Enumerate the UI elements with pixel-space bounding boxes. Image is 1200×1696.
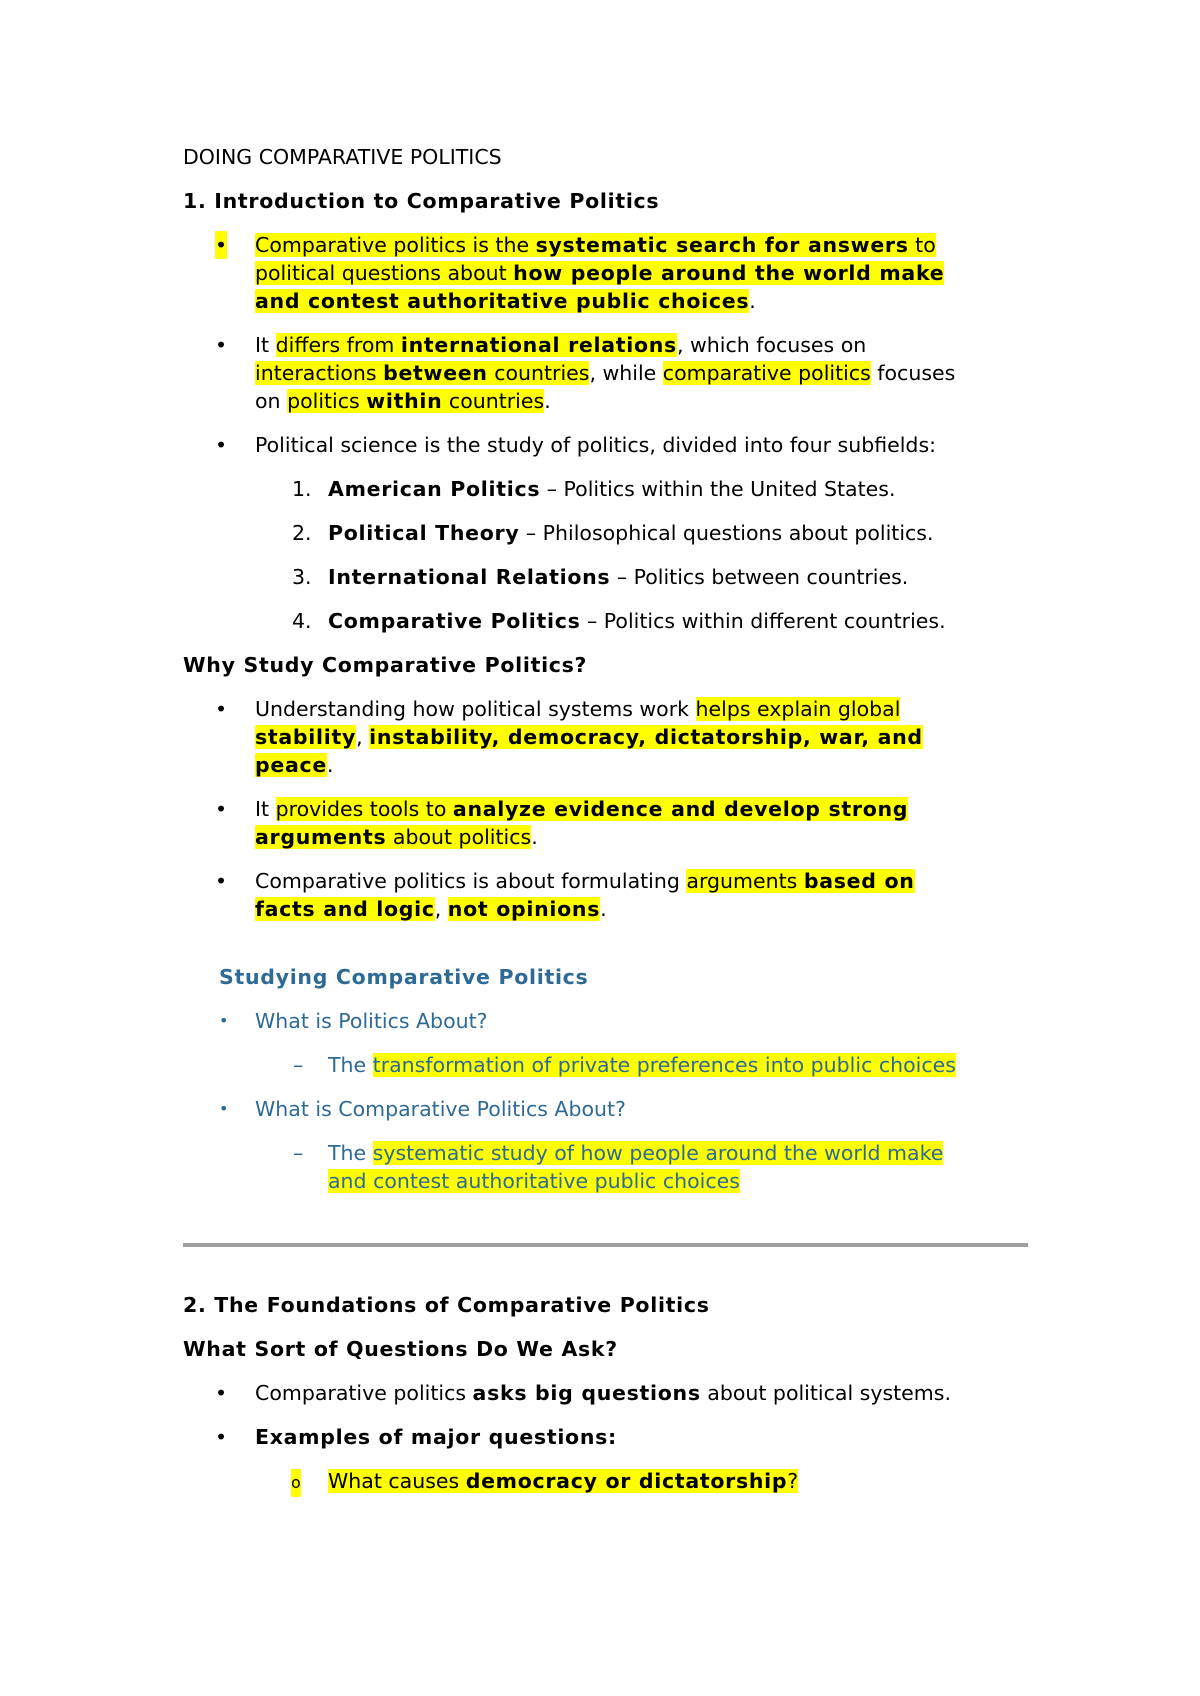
bullet-icon: • bbox=[215, 233, 228, 257]
bullet-icon: • bbox=[215, 333, 228, 357]
small-bullet-icon: • bbox=[219, 1099, 229, 1118]
why-heading: Why Study Comparative Politics? bbox=[183, 653, 588, 677]
bullet-icon: • bbox=[215, 869, 228, 893]
subfield-item: 1. American Politics – Politics within the United States. bbox=[292, 477, 896, 501]
document-title: DOING COMPARATIVE POLITICS bbox=[183, 145, 502, 169]
section2-subheading: What Sort of Questions Do We Ask? bbox=[183, 1337, 618, 1361]
subfield-item: 3. International Relations – Politics between countries. bbox=[292, 565, 909, 589]
answer-item: – The transformation of private preferences into public choices bbox=[293, 1053, 956, 1077]
dash-icon: – bbox=[293, 1141, 304, 1165]
small-bullet-icon: • bbox=[219, 1011, 229, 1030]
dash-icon: – bbox=[293, 1053, 304, 1077]
bullet-icon: • bbox=[215, 697, 228, 721]
subfield-item: 2. Political Theory – Philosophical questions about politics. bbox=[292, 521, 934, 545]
question-item: • What is Comparative Politics About? bbox=[219, 1097, 626, 1121]
list-item: • Understanding how political systems work helps explain global stability, instability, democracy, dictatorship, war, and peace. bbox=[215, 697, 923, 777]
list-item: • Comparative politics asks big questions about political systems. bbox=[215, 1381, 951, 1405]
answer-item: – The systematic study of how people around the world make and contest authoritative public choices bbox=[293, 1141, 944, 1193]
studying-heading: Studying Comparative Politics bbox=[219, 965, 589, 989]
question-item: • What is Politics About? bbox=[219, 1009, 488, 1033]
section1-heading: 1. Introduction to Comparative Politics bbox=[183, 189, 660, 213]
subfield-item: 4. Comparative Politics – Politics within different countries. bbox=[292, 609, 946, 633]
bullet-icon: • bbox=[215, 433, 228, 457]
list-item: • Comparative politics is the systematic search for answers to political questions about how people around the world make and contest authoritative public choices. bbox=[215, 233, 945, 313]
bullet-icon: • bbox=[215, 1425, 228, 1449]
section2-heading: 2. The Foundations of Comparative Politics bbox=[183, 1293, 710, 1317]
document-content bbox=[183, 143, 1033, 1495]
horizontal-divider bbox=[183, 1243, 1028, 1247]
circle-bullet-icon: o bbox=[291, 1469, 301, 1497]
bullet-icon: • bbox=[215, 1381, 228, 1405]
list-item: • Political science is the study of politics, divided into four subfields: bbox=[215, 433, 937, 457]
list-item: • It differs from international relations, which focuses on interactions between countries, while comparative politics focuses on politics within countries. bbox=[215, 333, 956, 413]
question-item: o What causes democracy or dictatorship? bbox=[183, 1467, 1033, 1495]
list-item: • It provides tools to analyze evidence and develop strong arguments about politics. bbox=[215, 797, 909, 849]
bullet-icon: • bbox=[215, 797, 228, 821]
list-item: • Comparative politics is about formulating arguments based on facts and logic, not opinions. bbox=[215, 869, 915, 921]
list-item: • Examples of major questions: bbox=[215, 1425, 617, 1449]
